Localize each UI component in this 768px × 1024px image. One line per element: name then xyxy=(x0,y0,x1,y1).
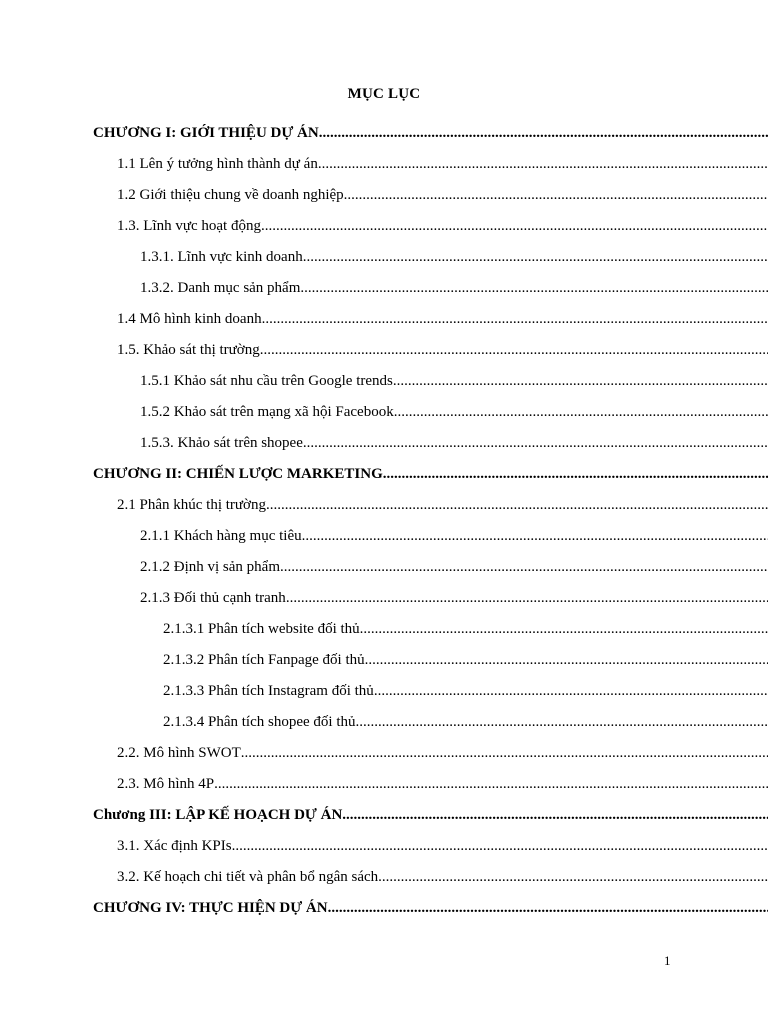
toc-entry[interactable] xyxy=(0,645,768,676)
toc-entry-label: 2.1.2 Định vị sản phẩm xyxy=(140,559,280,575)
dot-leader xyxy=(319,118,768,149)
dot-leader xyxy=(378,862,768,893)
toc-entry-label: Chương III: LẬP KẾ HOẠCH DỰ ÁN xyxy=(93,807,343,823)
toc-entry-label: 2.2. Mô hình SWOT xyxy=(117,745,241,761)
toc-entry[interactable] xyxy=(0,428,768,459)
toc-entry[interactable] xyxy=(0,242,768,273)
toc-entry-label: CHƯƠNG I: GIỚI THIỆU DỰ ÁN xyxy=(93,125,319,141)
toc-entry[interactable] xyxy=(0,614,768,645)
dot-leader xyxy=(303,428,768,459)
toc-entry[interactable] xyxy=(0,149,768,180)
dot-leader xyxy=(342,800,768,831)
toc-entry[interactable] xyxy=(0,583,768,614)
page-number: 1 xyxy=(664,953,671,968)
dot-leader xyxy=(232,831,768,862)
toc-entry-label: CHƯƠNG IV: THỰC HIỆN DỰ ÁN xyxy=(93,900,328,916)
toc-entry-label: 1.5.2 Khảo sát trên mạng xã hội Facebook xyxy=(140,404,394,420)
dot-leader xyxy=(280,552,768,583)
toc-entry-label: 2.1.3.1 Phân tích website đối thủ xyxy=(163,621,360,637)
dot-leader xyxy=(318,149,768,180)
toc-entry[interactable] xyxy=(0,490,768,521)
dot-leader xyxy=(261,211,768,242)
dot-leader xyxy=(286,583,768,614)
toc-entry-label: 2.1.3.3 Phân tích Instagram đối thủ xyxy=(163,683,374,699)
toc-entry[interactable] xyxy=(0,862,768,893)
toc-entry[interactable] xyxy=(0,273,768,304)
toc-entry-label: 1.3.2. Danh mục sản phẩm xyxy=(140,280,301,296)
dot-leader xyxy=(328,893,768,924)
dot-leader xyxy=(262,304,768,335)
toc-entry[interactable] xyxy=(0,676,768,707)
toc-entry[interactable] xyxy=(0,552,768,583)
dot-leader xyxy=(266,490,768,521)
toc-chapter-entry[interactable] xyxy=(0,893,768,924)
table-of-contents xyxy=(0,118,768,924)
toc-entry-label: 1.3. Lĩnh vực hoạt động xyxy=(117,218,261,234)
toc-entry-label: 1.5. Khảo sát thị trường xyxy=(117,342,260,358)
toc-entry[interactable] xyxy=(0,366,768,397)
toc-entry-label: 3.1. Xác định KPIs xyxy=(117,838,232,854)
toc-entry-label: 2.3. Mô hình 4P xyxy=(117,776,215,792)
toc-chapter-entry[interactable] xyxy=(0,118,768,149)
toc-entry[interactable] xyxy=(0,397,768,428)
dot-leader xyxy=(214,769,768,800)
toc-entry-label: 1.1 Lên ý tưởng hình thành dự án xyxy=(117,156,318,172)
dot-leader xyxy=(360,614,768,645)
toc-chapter-entry[interactable] xyxy=(0,800,768,831)
dot-leader xyxy=(393,366,768,397)
toc-entry-label: 1.5.3. Khảo sát trên shopee xyxy=(140,435,303,451)
toc-entry-label: 1.4 Mô hình kinh doanh xyxy=(117,311,262,327)
page-title: MỤC LỤC xyxy=(347,86,421,102)
toc-entry-label: 2.1.3.4 Phân tích shopee đối thủ xyxy=(163,714,356,730)
toc-entry[interactable] xyxy=(0,211,768,242)
toc-entry-label: 1.3.1. Lĩnh vực kinh doanh xyxy=(140,249,303,265)
dot-leader xyxy=(374,676,768,707)
toc-entry-label: 1.2 Giới thiệu chung về doanh nghiệp xyxy=(117,187,344,203)
toc-entry-label: 2.1.3 Đối thủ cạnh tranh xyxy=(140,590,286,606)
toc-entry-label: 2.1.3.2 Phân tích Fanpage đối thủ xyxy=(163,652,365,668)
dot-leader xyxy=(365,645,768,676)
toc-entry-label: 1.5.1 Khảo sát nhu cầu trên Google trends xyxy=(140,373,393,389)
dot-leader xyxy=(300,273,768,304)
toc-entry-label: CHƯƠNG II: CHIẾN LƯỢC MARKETING xyxy=(93,466,383,482)
toc-entry[interactable] xyxy=(0,707,768,738)
toc-entry[interactable] xyxy=(0,180,768,211)
toc-entry-label: 3.2. Kế hoạch chi tiết và phân bổ ngân sách xyxy=(117,869,379,885)
dot-leader xyxy=(344,180,768,211)
dot-leader xyxy=(355,707,768,738)
toc-entry[interactable] xyxy=(0,769,768,800)
dot-leader xyxy=(383,459,768,490)
toc-entry[interactable] xyxy=(0,335,768,366)
toc-entry-label: 2.1.1 Khách hàng mục tiêu xyxy=(140,528,302,544)
toc-entry[interactable] xyxy=(0,738,768,769)
dot-leader xyxy=(241,738,768,769)
toc-entry[interactable] xyxy=(0,304,768,335)
dot-leader xyxy=(303,242,768,273)
toc-entry[interactable] xyxy=(0,521,768,552)
dot-leader xyxy=(260,335,768,366)
toc-entry-label: 2.1 Phân khúc thị trường xyxy=(117,497,266,513)
dot-leader xyxy=(302,521,768,552)
dot-leader xyxy=(394,397,768,428)
toc-entry[interactable] xyxy=(0,831,768,862)
toc-chapter-entry[interactable] xyxy=(0,459,768,490)
